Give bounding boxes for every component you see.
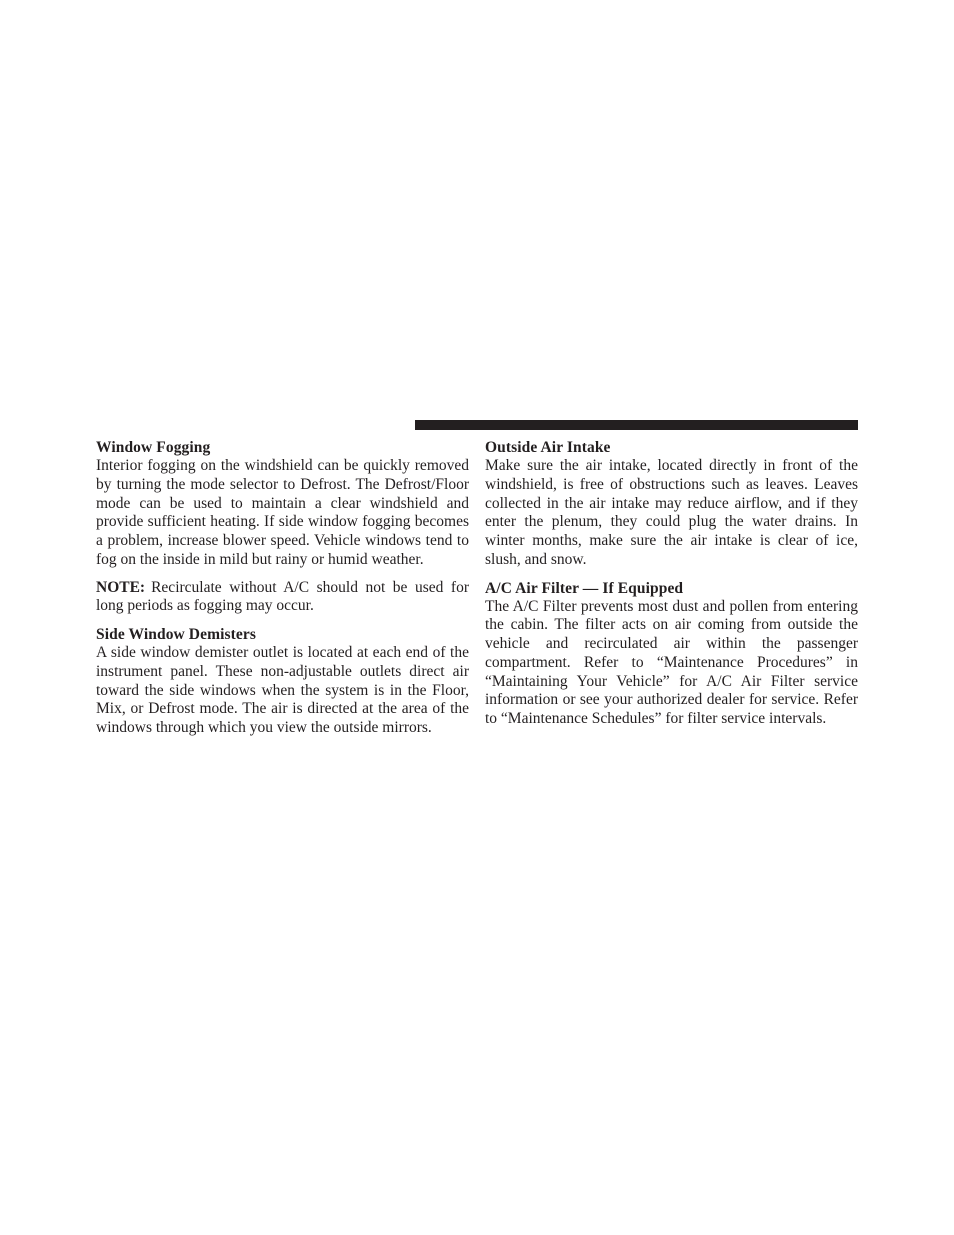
side-window-demisters-heading: Side Window Demisters [96,626,256,643]
ac-air-filter-body: The A/C Filter prevents most dust and pollen from entering the cabin. The filter acts on air coming from outside the vehicle and recirculated air within the passenger compartment. Refer to “Maintenance Procedures” in “Maintaining Your Vehicle” for A/C Air Filter service information or see your authorized dealer for service. Refer to “Maintenance Schedules” for filter service intervals. [485,597,858,727]
ac-air-filter-heading: A/C Air Filter — If Equipped [485,579,684,597]
note-label: NOTE: [96,578,146,596]
outside-air-intake-heading: Outside Air Intake [485,439,611,456]
window-fogging-heading: Window Fogging [96,439,211,456]
window-fogging-body: Interior fogging on the windshield can be quickly removed by turning the mode selector to Defrost. The Defrost/Floor mode can be used to maintain a clear windshield and provide sufficient heating. If side window fogging becomes a problem, increase blower speed. Vehicle windows tend to fog on the inside in mild but rainy or humid weather. [96,457,469,568]
section-header-rule [415,420,858,430]
note-paragraph [96,579,469,617]
note-text: Recirculate without A/C should not be used for long periods as fogging may occur. [96,578,469,615]
outside-air-intake-body: Make sure the air intake, located directly in front of the windshield, is free of obstructions such as leaves. Leaves collected in the air intake may reduce airflow, and if they enter the plenum, they could plug the water drains. In winter months, make sure the air intake is clear of ice, slush, and snow. [485,457,858,568]
right-column [485,438,858,729]
left-column [96,438,469,738]
side-window-demisters-body: A side window demister outlet is located at each end of the instrument panel. These non-adjustable outlets direct air toward the side windows when the system is in the Floor, Mix, or Defrost mode. The air is directed at the area of the windows through which you view the outside mirrors. [96,644,469,736]
